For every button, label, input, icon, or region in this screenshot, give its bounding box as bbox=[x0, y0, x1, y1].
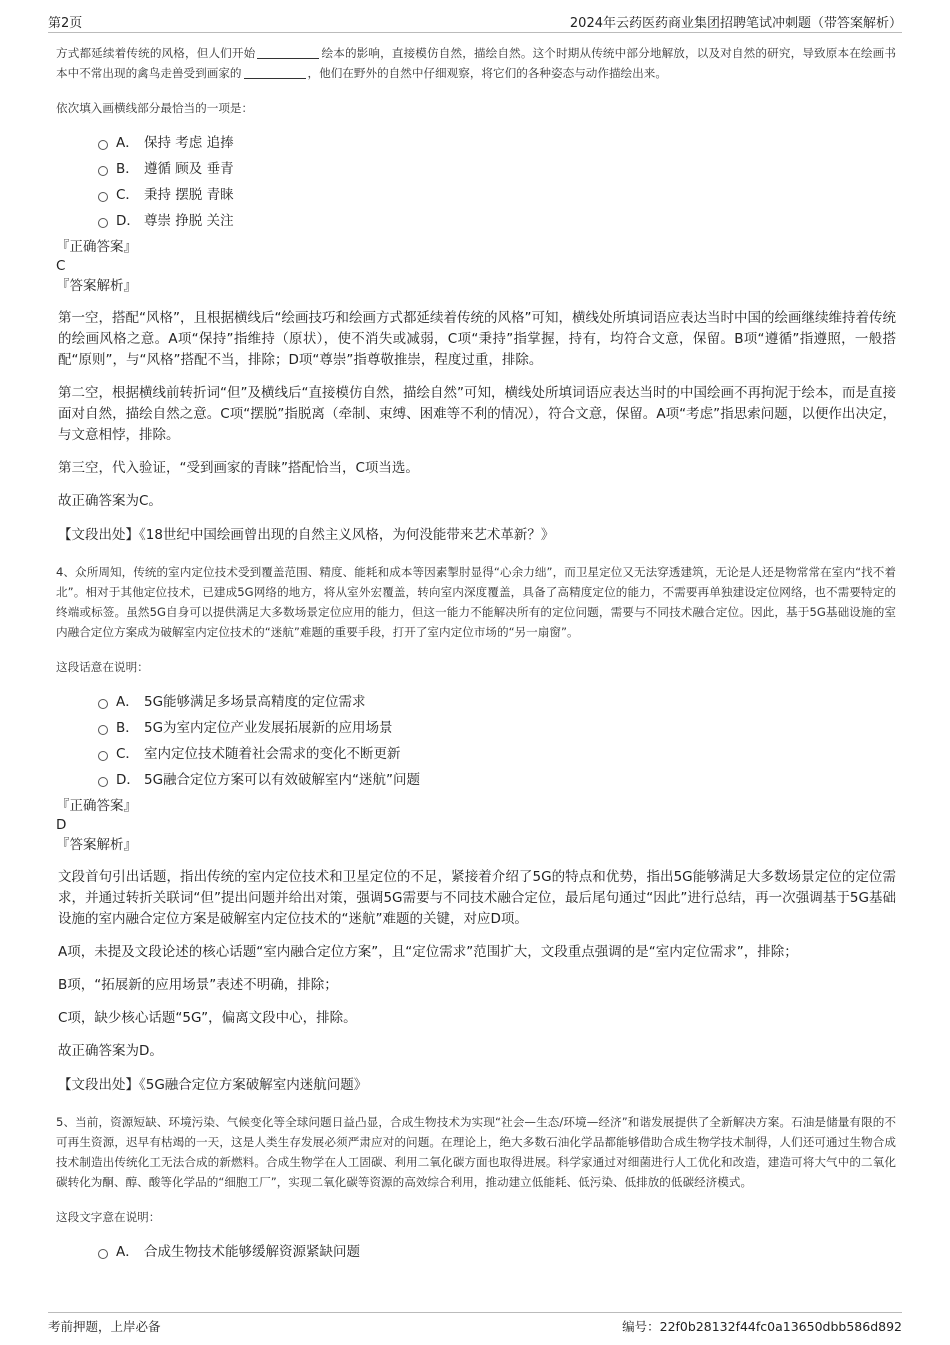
correct-answer: C bbox=[56, 258, 66, 274]
radio-button-icon[interactable] bbox=[98, 166, 108, 176]
option-text: 5G能够满足多场景高精度的定位需求 bbox=[144, 694, 366, 710]
option-text: 尊崇 挣脱 关注 bbox=[144, 213, 234, 229]
radio-button-icon[interactable] bbox=[98, 699, 108, 709]
question-3-passage bbox=[56, 43, 896, 83]
question-3-options bbox=[98, 130, 896, 234]
analysis-label: 『答案解析』 bbox=[56, 278, 137, 294]
answer-label: 『正确答案』 bbox=[56, 798, 137, 814]
document-title: 2024年云药医药商业集团招聘笔试冲刺题（带答案解析） bbox=[569, 16, 902, 31]
option-b[interactable] bbox=[98, 715, 896, 741]
explanation-paragraph: 第一空，搭配“风格”，且根据横线后“绘画技巧和绘画方式都延续着传统的风格”可知，横线处所填词语应表达当时中国的绘画继续维持着传统的绘画风格之意。A项“保持”指维持（原状），使不消失或减弱，C项“秉持”指掌握，持有，均符合文意，保留。B项“遵循”指遵照，一般搭配“原则”，与“风格”搭配不当，排除；D项“尊崇”指尊敬推崇，程度过重，排除。 bbox=[58, 310, 896, 368]
option-a[interactable] bbox=[98, 689, 896, 715]
option-a[interactable] bbox=[98, 1239, 896, 1265]
option-letter: C． bbox=[116, 746, 139, 762]
passage-segment: ，他们在野外的自然中仔细观察，将它们的各种姿态与动作描绘出来。 bbox=[307, 66, 667, 80]
question-4-passage: 4、众所周知，传统的室内定位技术受到覆盖范围、精度、能耗和成本等因素掣肘显得“心余力绌”，而卫星定位又无法穿透建筑，无论是人还是物常常在室内“找不着北”。相对于其他定位技术，已建成5G网络的地方，将从室外宏覆盖，转向室内深度覆盖，具备了高精度定位的能力，不需要再单独建设定位网络，也不需要特定的终端或标签。虽然5G自身可以提供满足大多数场景定位应用的能力，但这一能力不能解决所有的定位问题，需要与不同技术融合定位。因此，基于5G基础设施的室内融合定位方案成为破解室内定位技术的“迷航”难题的重要手段，打开了室内定位市场的“另一扇窗”。 bbox=[56, 565, 896, 639]
correct-answer: D bbox=[56, 817, 67, 833]
radio-button-icon[interactable] bbox=[98, 751, 108, 761]
option-text: 秉持 摆脱 青睐 bbox=[144, 187, 234, 203]
explanation-paragraph: B项，“拓展新的应用场景”表述不明确，排除； bbox=[58, 977, 338, 993]
option-text: 室内定位技术随着社会需求的变化不断更新 bbox=[144, 746, 401, 762]
explanation-paragraph: 第三空，代入验证，“受到画家的青睐”搭配恰当，C项当选。 bbox=[58, 460, 419, 476]
explanation-paragraph: 故正确答案为D。 bbox=[58, 1043, 163, 1059]
option-letter: D． bbox=[116, 213, 140, 229]
explanation-paragraph: 故正确答案为C。 bbox=[58, 493, 162, 509]
option-letter: A． bbox=[116, 1244, 139, 1260]
option-letter: A． bbox=[116, 694, 139, 710]
option-d[interactable] bbox=[98, 208, 896, 234]
fill-blank bbox=[244, 66, 306, 79]
explanation-paragraph: A项，未提及文段论述的核心话题“室内融合定位方案”，且“定位需求”范围扩大，文段重点强调的是“室内定位需求”，排除； bbox=[58, 944, 798, 960]
question-4-options bbox=[98, 689, 896, 793]
radio-button-icon[interactable] bbox=[98, 192, 108, 202]
option-a[interactable] bbox=[98, 130, 896, 156]
option-letter: B． bbox=[116, 720, 139, 736]
page-header bbox=[48, 10, 902, 33]
passage-source: 【文段出处】《5G融合定位方案破解室内迷航问题》 bbox=[58, 1077, 368, 1093]
serial-value: 22f0b28132f44fc0a13650dbb586d892 bbox=[659, 1319, 902, 1334]
option-letter: B． bbox=[116, 161, 139, 177]
option-letter: C． bbox=[116, 187, 139, 203]
analysis-label: 『答案解析』 bbox=[56, 837, 137, 853]
fill-blank bbox=[257, 46, 319, 59]
option-text: 合成生物技术能够缓解资源紧缺问题 bbox=[144, 1244, 360, 1260]
option-c[interactable] bbox=[98, 741, 896, 767]
page-footer bbox=[48, 1312, 902, 1337]
radio-button-icon[interactable] bbox=[98, 725, 108, 735]
serial-number bbox=[622, 1317, 902, 1335]
explanation-paragraph: 文段首句引出话题，指出传统的室内定位技术和卫星定位的不足，紧接着介绍了5G的特点和优势，指出5G能够满足大多数场景定位的定位需求，并通过转折关联词“但”提出问题并给出对策，强调5G需要与不同技术融合定位，最后尾句通过“因此”进行总结，再一次强调基于5G基础设施的室内融合定位方案是破解室内定位技术的“迷航”难题的关键，对应D项。 bbox=[58, 869, 896, 927]
question-5-prompt: 这段文字意在说明： bbox=[56, 1210, 161, 1224]
radio-button-icon[interactable] bbox=[98, 1249, 108, 1259]
option-text: 遵循 顾及 垂青 bbox=[144, 161, 234, 177]
question-5-passage: 5、当前，资源短缺、环境污染、气候变化等全球问题日益凸显，合成生物技术为实现“社会—生态/环境—经济”和谐发展提供了全新解决方案。石油是储量有限的不可再生资源，迟早有枯竭的一天，这是人类生存发展必须严肃应对的问题。在理论上，绝大多数石油化学品都能够借助合成生物学技术制得，人们还可通过生物合成技术制造出传统化工无法合成的新燃料。合成生物学在人工固碳、利用二氧化碳方面也取得进展。科学家通过对细菌进行人工优化和改造，建造可将大气中的二氧化碳转化为酮、醇、酸等化学品的“细胞工厂”，实现二氧化碳等资源的高效综合利用，推动建立低能耗、低污染、低排放的低碳经济模式。 bbox=[56, 1115, 896, 1189]
explanation-paragraph: 第二空，根据横线前转折词“但”及横线后“直接模仿自然，描绘自然”可知，横线处所填词语应表达当时的中国绘画不再拘泥于绘本，而是直接面对自然，描绘自然之意。C项“摆脱”指脱离（牵制、束缚、困难等不利的情况），符合文意，保留。A项“考虑”指思索问题，以便作出决定，与文意相悖，排除。 bbox=[58, 385, 896, 443]
option-c[interactable] bbox=[98, 182, 896, 208]
option-letter: D． bbox=[116, 772, 140, 788]
question-4-prompt: 这段话意在说明： bbox=[56, 660, 149, 674]
page-number: 第2页 bbox=[48, 16, 83, 31]
radio-button-icon[interactable] bbox=[98, 218, 108, 228]
option-d[interactable] bbox=[98, 767, 896, 793]
option-text: 5G为室内定位产业发展拓展新的应用场景 bbox=[144, 720, 393, 736]
passage-segment: 绘本的影响，直接模仿自然，描绘自然。这个时期从传统中部分地解放，以及对自然的研究，导致原本在绘画书本中不常出现的禽鸟走兽受到画家的 bbox=[56, 46, 896, 80]
radio-button-icon[interactable] bbox=[98, 777, 108, 787]
option-text: 5G融合定位方案可以有效破解室内“迷航”问题 bbox=[144, 772, 421, 788]
serial-label: 编号： bbox=[622, 1319, 660, 1334]
answer-label: 『正确答案』 bbox=[56, 239, 137, 255]
question-4 bbox=[56, 562, 896, 1096]
question-5 bbox=[56, 1112, 896, 1265]
option-b[interactable] bbox=[98, 156, 896, 182]
document-content bbox=[56, 43, 896, 1265]
passage-source: 【文段出处】《18世纪中国绘画曾出现的自然主义风格，为何没能带来艺术革新？》 bbox=[58, 527, 555, 543]
option-text: 保持 考虑 追捧 bbox=[144, 135, 234, 151]
question-3-prompt: 依次填入画横线部分最恰当的一项是： bbox=[56, 101, 254, 115]
explanation-paragraph: C项，缺少核心话题“5G”，偏离文段中心，排除。 bbox=[58, 1010, 357, 1026]
question-5-options bbox=[98, 1239, 896, 1265]
question-3 bbox=[56, 43, 896, 546]
footer-slogan: 考前押题，上岸必备 bbox=[48, 1319, 161, 1334]
passage-segment: 方式都延续着传统的风格，但人们开始 bbox=[56, 46, 256, 60]
radio-button-icon[interactable] bbox=[98, 140, 108, 150]
option-letter: A． bbox=[116, 135, 139, 151]
